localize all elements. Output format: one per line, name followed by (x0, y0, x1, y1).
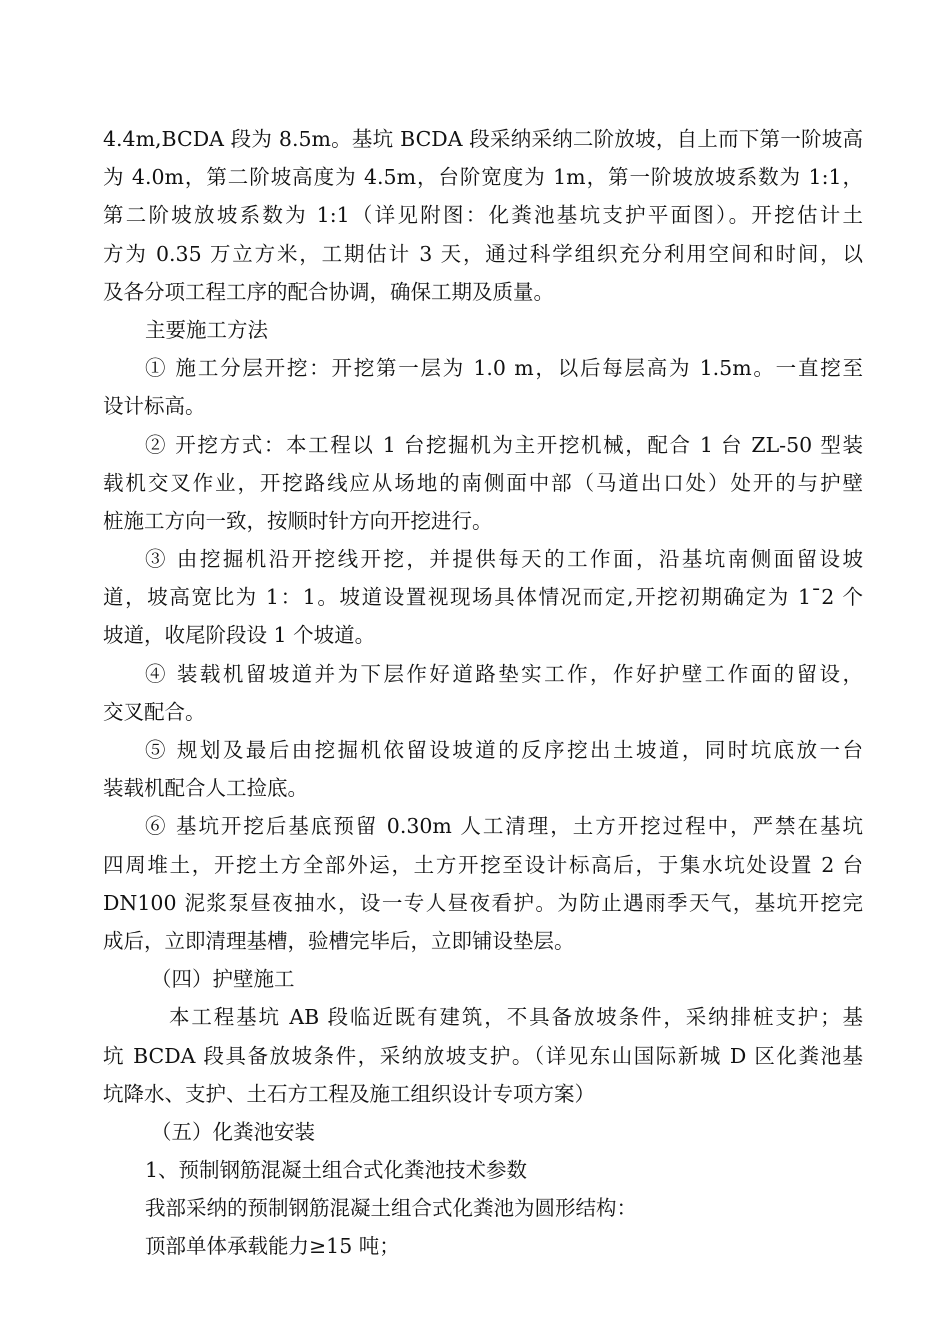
heading-main-methods (103, 311, 863, 349)
para-step-1 (103, 349, 863, 425)
heading-tech-params (103, 1151, 863, 1189)
para-step-5 (103, 731, 863, 807)
text-line: 坡道，收尾阶段设 1 个坡道。 (103, 623, 376, 648)
text-line: DN100 泥浆泵昼夜抽水，设一专人昼夜看护。为防止遇雨季天气，基坑开挖完 (103, 890, 863, 915)
para-step-2 (103, 426, 863, 541)
para-earthwork-summary (103, 120, 863, 311)
subsection-heading: 1、预制钢筋混凝土组合式化粪池技术参数 (145, 1158, 528, 1183)
heading-section-5 (103, 1113, 863, 1151)
text-line: 为 4.0m，第二阶坡高度为 4.5m，台阶宽度为 1m，第一阶坡放坡系数为 1:1， (103, 165, 863, 190)
text-line: 第二阶坡放坡系数为 1:1（详见附图：化粪池基坑支护平面图）。开挖估计土 (103, 203, 863, 228)
para-step-4 (103, 655, 863, 731)
section-heading: （五）化粪池安装 (151, 1119, 315, 1144)
text-line: ④ 装载机留坡道并为下层作好道路垫实工作，作好护壁工作面的留设， (145, 661, 863, 686)
para-structure-type (103, 1189, 863, 1227)
text-line: 我部采纳的预制钢筋混凝土组合式化粪池为圆形结构： (145, 1196, 637, 1221)
text-line: 坑 BCDA 段具备放坡条件，采纳放坡支护。（详见东山国际新城 D 区化粪池基 (103, 1043, 863, 1068)
text-line: 成后，立即清理基槽，验槽完毕后，立即铺设垫层。 (103, 928, 575, 953)
para-wall-protection (103, 998, 863, 1113)
text-line: 及各分项工程工序的配合协调，确保工期及质量。 (103, 279, 554, 304)
text-line: ⑥ 基坑开挖后基底预留 0.30m 人工清理，土方开挖过程中，严禁在基坑 (145, 814, 863, 839)
para-step-6 (103, 807, 863, 960)
text-line: 坑降水、支护、土石方工程及施工组织设计专项方案） (103, 1081, 595, 1106)
text-line: 桩施工方向一致，按顺时针方向开挖进行。 (103, 508, 493, 533)
section-heading: （四）护壁施工 (151, 967, 295, 992)
heading-section-4 (103, 960, 863, 998)
text-line: ⑤ 规划及最后由挖掘机依留设坡道的反序挖出土坡道，同时坑底放一台 (145, 738, 863, 762)
para-step-3 (103, 540, 863, 655)
text-line: 四周堆土，开挖土方全部外运，土方开挖至设计标高后，于集水坑处设置 2 台 (103, 852, 863, 877)
text-line: ① 施工分层开挖：开挖第一层为 1.0 m，以后每层高为 1.5m。一直挖至 (145, 356, 863, 381)
text-line: 4.4m,BCDA 段为 8.5m。基坑 BCDA 段采纳采纳二阶放坡，自上而下第一阶坡高 (103, 127, 863, 151)
text-line: 道，坡高宽比为 1：1。坡道设置视现场具体情况而定,开挖初期确定为 1¯2 个 (103, 585, 863, 610)
text-line: 方为 0.35 万立方米，工期估计 3 天，通过科学组织充分利用空间和时间，以 (103, 241, 863, 266)
text-line: 载机交叉作业，开挖路线应从场地的南侧面中部（马道出口处）处开的与护壁 (103, 470, 863, 495)
text-line: 本工程基坑 AB 段临近既有建筑，不具备放坡条件，采纳排桩支护；基 (169, 1005, 863, 1030)
text-line: 交叉配合。 (103, 699, 206, 724)
text-line: ③ 由挖掘机沿开挖线开挖，并提供每天的工作面，沿基坑南侧面留设坡 (145, 547, 863, 572)
text-line: ② 开挖方式：本工程以 1 台挖掘机为主开挖机械，配合 1 台 ZL-50 型装 (145, 432, 863, 457)
text-line: 顶部单体承载能力≥15 吨； (145, 1234, 400, 1259)
text-line: 装载机配合人工捡底。 (103, 776, 308, 801)
document-body (103, 120, 863, 1266)
para-load-capacity (103, 1227, 863, 1265)
section-heading: 主要施工方法 (145, 317, 268, 342)
text-line: 设计标高。 (103, 394, 206, 419)
